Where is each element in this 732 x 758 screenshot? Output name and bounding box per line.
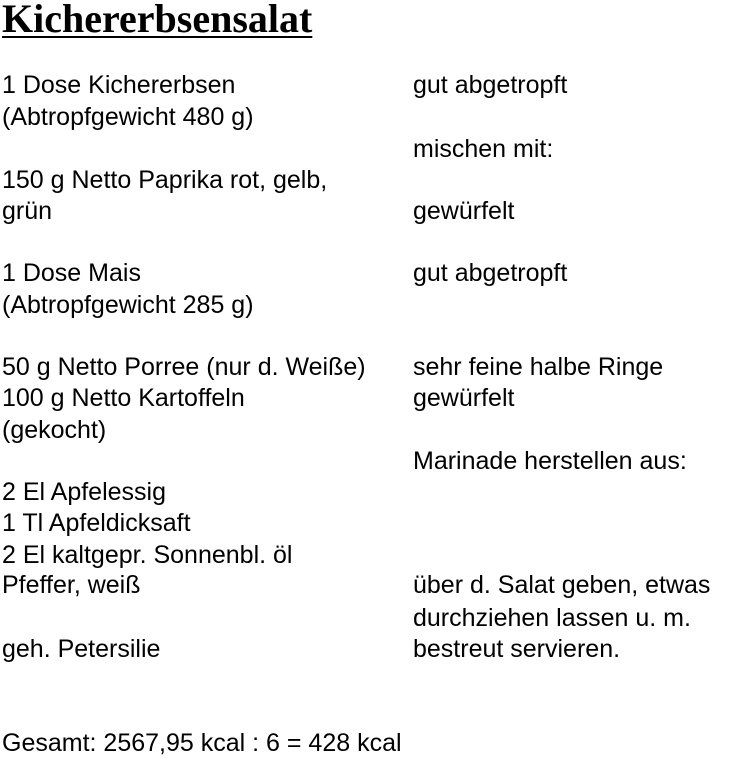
ingredient-chickpeas: 1 Dose Kichererbsen (2, 71, 236, 99)
ingredient-corn-weight: (Abtropfgewicht 285 g) (2, 291, 254, 319)
ingredient-apple-vinegar: 2 El Apfelessig (2, 478, 166, 506)
ingredient-parsley: geh. Petersilie (2, 635, 161, 663)
ingredient-paprika-cont: grün (2, 197, 53, 225)
ingredient-potatoes: 100 g Netto Kartoffeln (2, 384, 245, 412)
instruction-dice-potatoes: gewürfelt (413, 384, 515, 412)
ingredient-apple-syrup: 1 Tl Apfeldicksaft (2, 509, 191, 537)
instruction-mix-with: mischen mit: (413, 135, 554, 163)
ingredient-corn: 1 Dose Mais (2, 259, 141, 287)
instruction-drain-corn: gut abgetropft (413, 259, 568, 287)
recipe-title: Kichererbsensalat (2, 0, 313, 41)
instruction-drain-chickpeas: gut abgetropft (413, 71, 568, 99)
ingredient-potatoes-cooked: (gekocht) (2, 416, 107, 444)
ingredient-chickpeas-weight: (Abtropfgewicht 480 g) (2, 103, 254, 131)
instruction-dice-paprika: gewürfelt (413, 197, 515, 225)
instruction-serve: bestreut servieren. (413, 635, 621, 663)
ingredient-leek: 50 g Netto Porree (nur d. Weiße) (2, 353, 366, 381)
instruction-marinade: Marinade herstellen aus: (413, 447, 687, 475)
calorie-total: Gesamt: 2567,95 kcal : 6 = 428 kcal (2, 729, 402, 757)
instruction-cut-leek: sehr feine halbe Ringe (413, 353, 664, 381)
ingredient-paprika: 150 g Netto Paprika rot, gelb, (2, 166, 328, 194)
ingredient-pepper: Pfeffer, weiß (2, 571, 141, 599)
instruction-pour-over: über d. Salat geben, etwas (413, 571, 711, 599)
ingredient-sunflower-oil: 2 El kaltgepr. Sonnenbl. öl (2, 541, 293, 569)
instruction-marinate: durchziehen lassen u. m. (413, 604, 691, 632)
